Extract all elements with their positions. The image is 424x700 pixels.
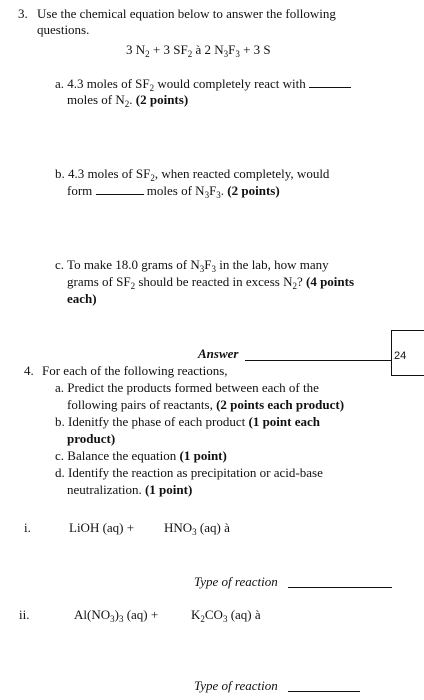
q4-prompt: For each of the following reactions, [42,363,228,378]
q3c-points-cont: each) [67,291,97,306]
q3a-line2: moles of $N_2$. (2 points) [67,92,189,109]
q4-number: 4. [24,363,34,378]
q3a-line1: a. 4.3 moles of $SF_2$ would completely react with [55,76,351,92]
q3-prompt-line1: Use the chemical equation below to answer the following [37,6,336,21]
q3b-answer-blank[interactable] [96,183,144,195]
reaction-ii-type-line[interactable] [288,691,360,692]
q3c-line1: c. To make 18.0 grams of $N_3F_3$ in the lab, how many [55,257,329,274]
reaction-i-type-line[interactable] [288,587,392,588]
q3b-points: (2 points) [227,183,280,198]
q4b-line2: product) [67,431,116,446]
q3a-points: (2 points) [135,92,189,107]
q3b-line2: form moles of $N_3F_3$. (2 points) [67,183,280,200]
q3a-answer-blank[interactable] [309,76,351,88]
q3c-line2: grams of $SF_2$ should be reacted in excess $N_2$? (4 points [67,274,355,291]
q4c-line: c. Balance the equation (1 point) [55,448,227,463]
reaction-i-reactant2: $HNO_3$ (aq) à [164,520,230,537]
score-box-value: 24 [394,350,407,362]
reaction-ii-reactant1: $Al(NO_3)_3$ (aq) + [74,607,159,624]
q3-prompt-line2: questions. [37,22,90,37]
q3b-line1: b. 4.3 moles of $SF_2$, when reacted completely, would [55,166,330,183]
q3-number: 3. [18,6,28,21]
reaction-i-type-label: Type of reaction [194,574,278,589]
q4d-line1: d. Identify the reaction as precipitation or acid-base [55,465,323,480]
q4a-line1: a. Predict the products formed between each of the [55,380,319,395]
q4b-line1: b. Idenitfy the phase of each product (1 point each [55,414,320,429]
reaction-ii-type-label: Type of reaction [194,678,278,693]
reaction-ii-numeral: ii. [19,607,30,622]
answer-line[interactable] [245,360,391,361]
answer-label: Answer [198,346,239,361]
q4a-line2: following pairs of reactants, (2 points each product) [67,397,345,412]
q3-equation: 3 $N_2 + 3$ $SF_2$ à 2 $N_3F_3 + 3$ S [126,42,271,59]
reaction-i-numeral: i. [24,520,31,535]
q3c-points: (4 points [305,274,355,289]
reaction-ii-reactant2: $K_2CO_3$ (aq) à [191,607,261,624]
reaction-i-reactant1: LiOH (aq) + [69,520,135,535]
q4d-line2: neutralization. (1 point) [67,482,193,497]
